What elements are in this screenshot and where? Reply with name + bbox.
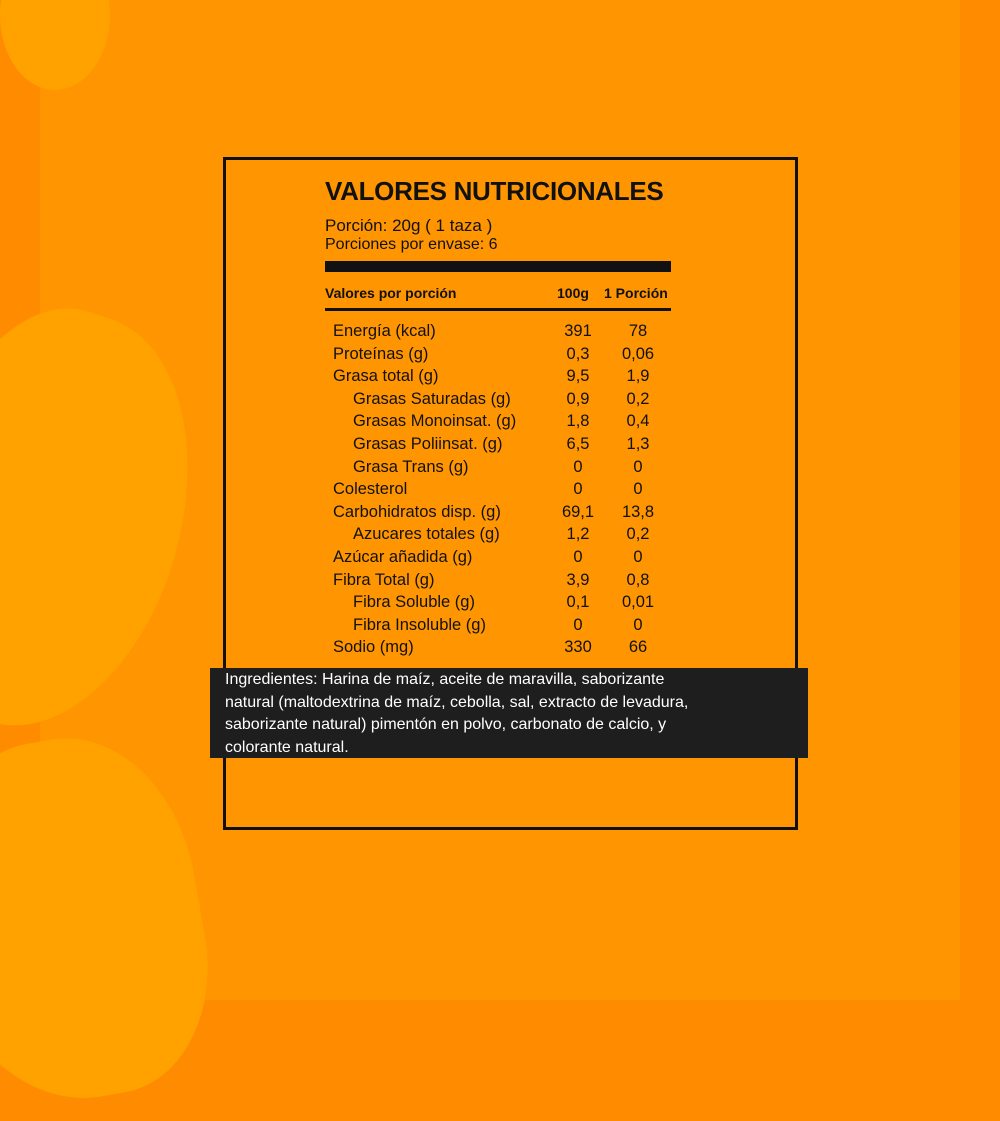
nutrient-name: Carbohidratos disp. (g) bbox=[333, 502, 501, 521]
nutrition-label-header bbox=[325, 175, 675, 272]
value-portion: 0 bbox=[633, 457, 643, 476]
value-100g: 0,1 bbox=[566, 593, 590, 612]
ingredients-line: natural (maltodextrina de maíz, cebolla, sal, extracto de levadura, bbox=[225, 693, 689, 711]
value-100g: 9,5 bbox=[566, 367, 590, 386]
nutrient-name: Proteínas (g) bbox=[333, 344, 429, 363]
label-title: VALORES NUTRICIONALES bbox=[325, 176, 664, 206]
nutrient-name: Colesterol bbox=[333, 480, 408, 499]
value-portion: 1,9 bbox=[626, 367, 650, 386]
value-portion: 0,01 bbox=[621, 593, 655, 612]
header-label: Valores por porción bbox=[325, 285, 457, 301]
value-portion: 78 bbox=[628, 322, 648, 340]
value-portion: 0,8 bbox=[626, 570, 650, 589]
value-100g: 0,9 bbox=[566, 389, 590, 408]
value-portion: 0,06 bbox=[621, 344, 655, 363]
table-row bbox=[333, 591, 673, 614]
value-portion: 0 bbox=[633, 547, 643, 566]
table-row bbox=[333, 388, 673, 411]
value-100g: 3,9 bbox=[566, 570, 590, 589]
serving-size: Porción: 20g ( 1 taza ) bbox=[325, 216, 493, 235]
value-portion: 13,8 bbox=[621, 502, 655, 521]
value-portion: 0 bbox=[633, 615, 643, 634]
value-100g: 0 bbox=[573, 615, 583, 634]
nutrient-name: Grasa Trans (g) bbox=[353, 457, 469, 476]
table-row bbox=[333, 320, 673, 343]
table-row bbox=[333, 546, 673, 569]
table-row bbox=[333, 614, 673, 637]
table-row bbox=[333, 456, 673, 479]
nutrient-name: Fibra Insoluble (g) bbox=[353, 615, 486, 634]
header-100g: 100g bbox=[557, 285, 589, 301]
table-row bbox=[333, 478, 673, 501]
nutrient-name: Sodio (mg) bbox=[333, 638, 414, 657]
ingredients-line: saborizante natural) pimentón en polvo, carbonato de calcio, y bbox=[225, 716, 667, 733]
nutrient-name: Azucares totales (g) bbox=[353, 525, 500, 544]
nutrient-name: Grasas Saturadas (g) bbox=[353, 389, 511, 408]
value-portion: 0 bbox=[633, 480, 643, 499]
nutrient-name: Fibra Total (g) bbox=[333, 570, 435, 589]
value-100g: 1,2 bbox=[566, 525, 590, 544]
nutrient-name: Fibra Soluble (g) bbox=[353, 593, 475, 612]
nutrient-name: Grasas Poliinsat. (g) bbox=[353, 434, 503, 453]
value-100g: 330 bbox=[564, 638, 592, 657]
nutrient-name: Azúcar añadida (g) bbox=[333, 547, 473, 566]
nutrient-name: Grasa total (g) bbox=[333, 367, 439, 386]
header-portion: 1 Porción bbox=[604, 285, 668, 301]
value-portion: 0,4 bbox=[626, 412, 650, 431]
table-row bbox=[333, 410, 673, 433]
ingredients-box bbox=[210, 668, 808, 758]
nutrient-name: Energía (kcal) bbox=[333, 322, 436, 340]
decorative-blob bbox=[0, 719, 229, 1120]
value-portion: 66 bbox=[628, 638, 648, 657]
table-row bbox=[333, 523, 673, 546]
table-row bbox=[333, 365, 673, 388]
decorative-blob bbox=[0, 0, 110, 90]
value-portion: 0,2 bbox=[626, 389, 650, 408]
value-100g: 0,3 bbox=[566, 344, 590, 363]
value-100g: 1,8 bbox=[566, 412, 590, 431]
servings-per-container: Porciones por envase: 6 bbox=[325, 236, 498, 253]
table-row bbox=[333, 636, 673, 659]
value-100g: 0 bbox=[573, 457, 583, 476]
nutrient-table bbox=[333, 320, 673, 659]
value-100g: 391 bbox=[564, 322, 592, 340]
thick-divider bbox=[325, 261, 671, 272]
value-portion: 0,2 bbox=[626, 525, 650, 544]
value-100g: 6,5 bbox=[566, 434, 590, 453]
table-row bbox=[333, 501, 673, 524]
value-100g: 69,1 bbox=[561, 502, 595, 521]
header-divider bbox=[325, 308, 671, 311]
table-row bbox=[333, 433, 673, 456]
table-row bbox=[333, 569, 673, 592]
ingredients-line: Ingredientes: Harina de maíz, aceite de maravilla, saborizante bbox=[225, 671, 665, 688]
value-100g: 0 bbox=[573, 547, 583, 566]
value-100g: 0 bbox=[573, 480, 583, 499]
ingredients-line: colorante natural. bbox=[225, 738, 349, 756]
value-portion: 1,3 bbox=[626, 434, 650, 453]
table-header bbox=[325, 285, 675, 303]
nutrient-name: Grasas Monoinsat. (g) bbox=[353, 412, 517, 431]
decorative-blob bbox=[0, 280, 239, 760]
table-row bbox=[333, 343, 673, 366]
